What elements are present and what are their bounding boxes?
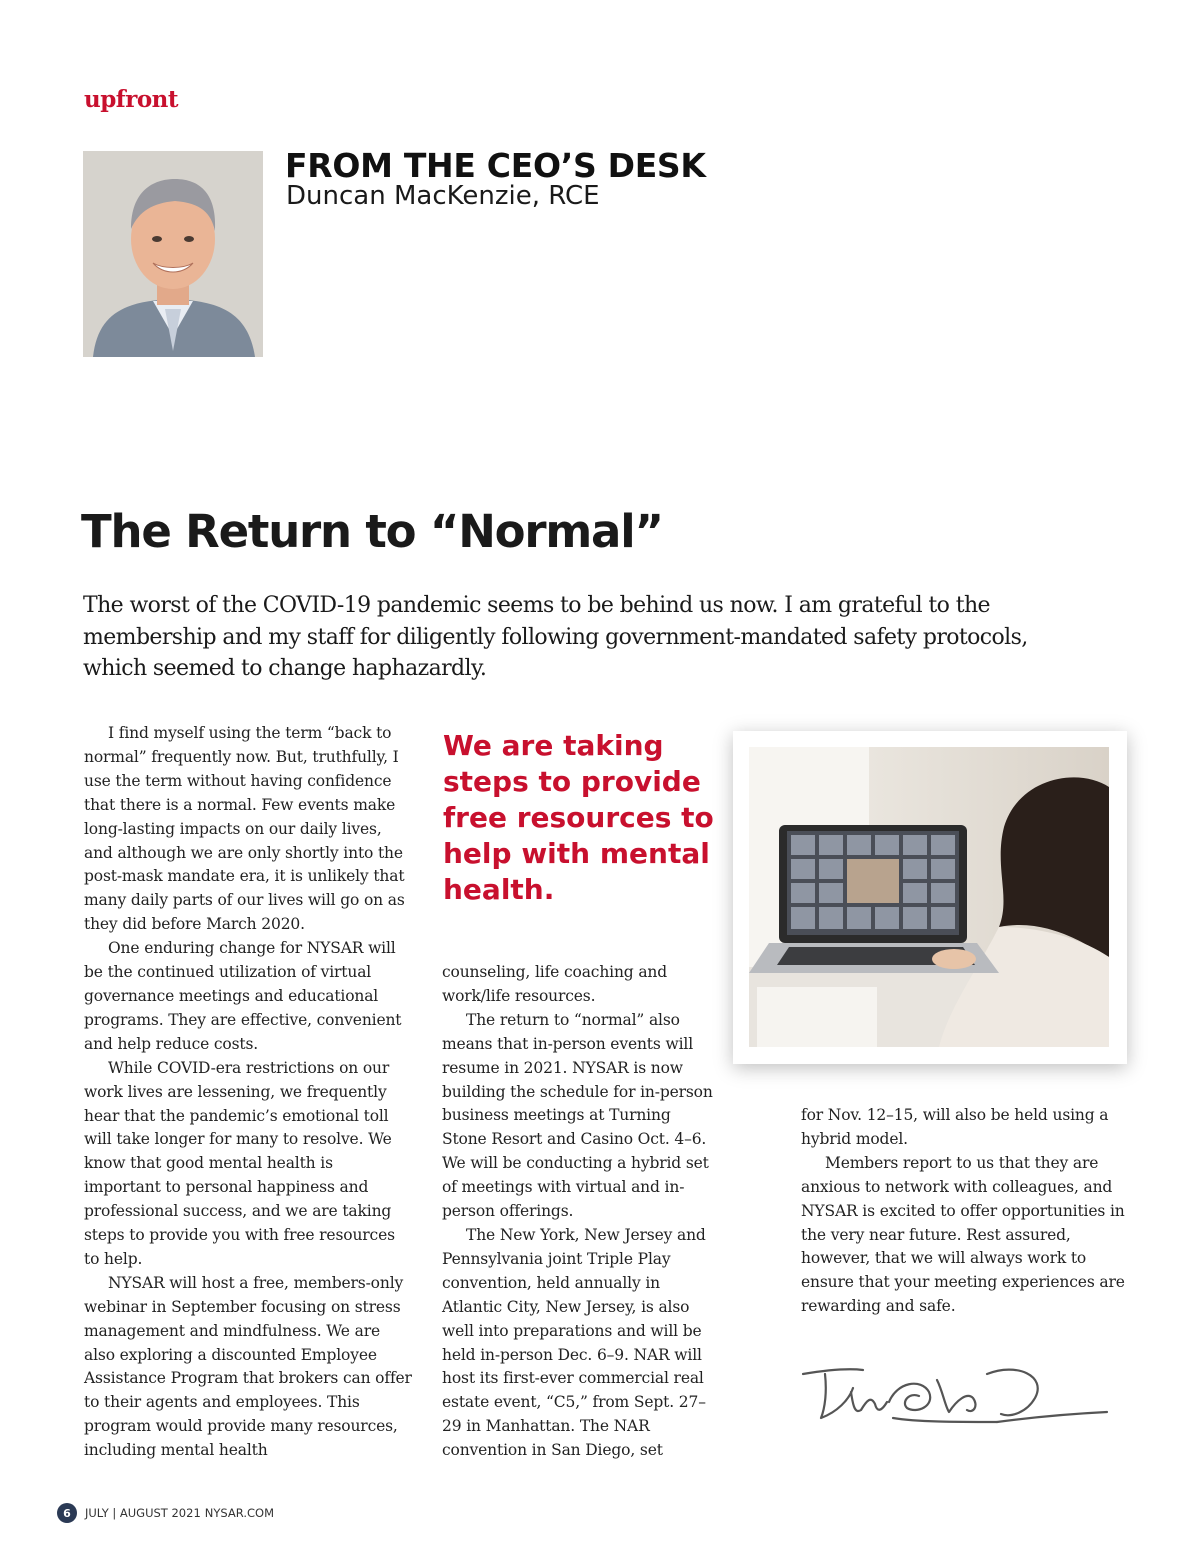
body-paragraph: The return to “normal” also means that in-person events will resume in 2021. NYSAR is now building the schedule for in-person business meetings at Turning Stone Resort and Casino Oct. 4–6. We will be conducting a hybrid set of meetings with virtual and in-person offerings. [442, 1010, 713, 1221]
page-number-badge: 6 [57, 1503, 77, 1523]
body-paragraph: counseling, life coaching and work/life resources. [442, 963, 668, 1005]
body-paragraph: NYSAR will host a free, members-only webinar in September focusing on stress management and mindfulness. We are also exploring a discounted Employee Assistance Program that brokers can offer to their agents and employees. This program would provide many resources, including mental health [84, 1273, 412, 1460]
article-headline: The Return to “Normal” [81, 505, 663, 558]
body-paragraph: Members report to us that they are anxious to network with colleagues, and NYSAR is excited to offer opportunities in the very near future. Rest assured, however, that we will always work to ensure that your meeting experiences are rewarding and safe. [801, 1153, 1125, 1316]
body-paragraph: for Nov. 12–15, will also be held using a hybrid model. [801, 1106, 1109, 1148]
body-paragraph: I find myself using the term “back to normal” frequently now. But, truthfully, I use the term without having confidence that there is a normal. Few events make long-lasting impacts on our daily lives, and although we are only shortly into the post-mask mandate era, it is unlikely that many daily parts of our lives will go on as they did before March 2020. [84, 724, 405, 934]
issue-date: JULY | AUGUST 2021 [85, 1506, 201, 1520]
body-paragraph: One enduring change for NYSAR will be the continued utilization of virtual governance meetings and educational programs. They are effective, convenient and help reduce costs. [84, 939, 402, 1053]
author-byline: Duncan MacKenzie, RCE [286, 181, 600, 211]
video-call-illustration [749, 747, 1109, 1047]
portrait-illustration [83, 151, 263, 357]
page-footer [57, 1503, 274, 1523]
body-paragraph: While COVID-era restrictions on our work lives are lessening, we frequently hear that the pandemic’s emotional toll will take longer for many to resolve. We know that good mental health is important to personal happiness and professional success, and we are taking steps to provide you with free resources to help. [84, 1058, 395, 1268]
article-photo-frame [733, 731, 1127, 1064]
pull-quote: We are taking steps to provide free resources to help with mental health. [443, 729, 714, 906]
site-url: NYSAR.COM [204, 1506, 275, 1520]
video-call-photo [749, 747, 1109, 1047]
body-paragraph: The New York, New Jersey and Pennsylvania joint Triple Play convention, held annually in Atlantic City, New Jersey, is also well into preparations and will be held in-person Dec. 6–9. NAR will host its first-ever commercial real estate event, “C5,” from Sept. 27–29 in Manhattan. The NAR convention in San Diego, set [442, 1225, 706, 1460]
ceo-signature [797, 1352, 1117, 1442]
column-title: FROM THE CEO’S DESK [285, 146, 706, 185]
signature-illustration [797, 1352, 1117, 1442]
body-column-3 [801, 1104, 1126, 1319]
section-tag: upfront [84, 86, 179, 113]
article-deck: The worst of the COVID-19 pandemic seems to be behind us now. I am grateful to the membership and my staff for diligently following government-mandated safety protocols, which seemed to change haphazardly. [83, 593, 1028, 681]
body-column-1 [84, 722, 414, 1463]
author-portrait [83, 151, 263, 357]
body-column-2 [442, 961, 717, 1463]
